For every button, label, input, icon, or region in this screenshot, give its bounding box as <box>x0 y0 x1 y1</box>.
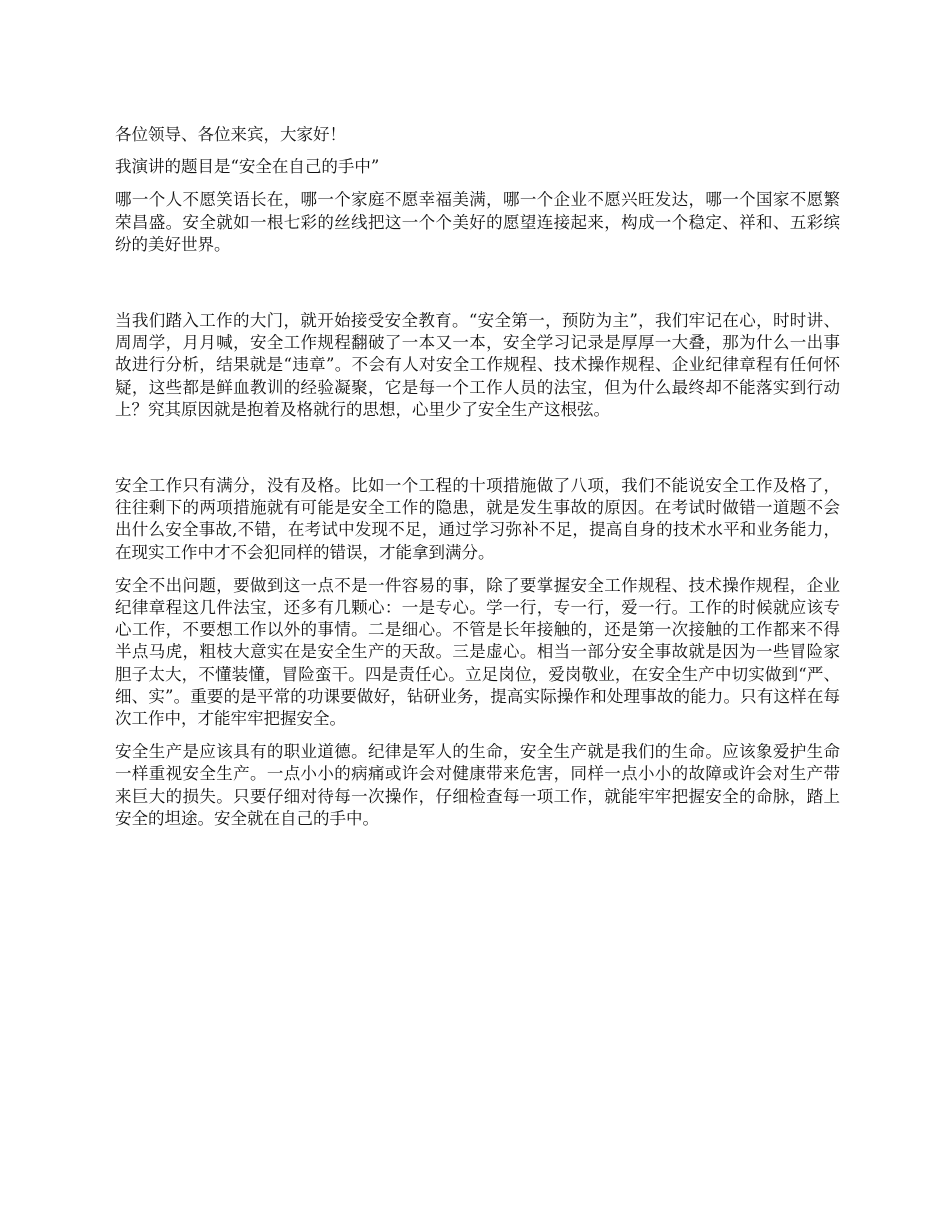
body-paragraph-3: 安全工作只有满分，没有及格。比如一个工程的十项措施做了八项，我们不能说安全工作及格了，往往剩下的两项措施就有可能是安全工作的隐患，就是发生事故的原因。在考试时做错一道题不会出什么安全事故,不错，在考试中发现不足，通过学习弥补不足，提高自身的技术水平和业务能力，在现实工作中才不会犯同样的错误，才能拿到满分。 <box>115 476 840 562</box>
speech-title-paragraph: 我演讲的题目是“安全在自己的手中” <box>115 157 380 177</box>
body-paragraph-1: 哪一个人不愿笑语长在，哪一个家庭不愿幸福美满，哪一个企业不愿兴旺发达，哪一个国家不愿繁荣昌盛。安全就如一根七彩的丝线把这一个个美好的愿望连接起来，构成一个稳定、祥和、五彩缤纷的美好世界。 <box>115 190 840 254</box>
greeting-paragraph: 各位领导、各位来宾，大家好！ <box>115 125 346 144</box>
body-paragraph-4: 安全不出问题，要做到这一点不是一件容易的事，除了要掌握安全工作规程、技术操作规程，企业纪律章程这几件法宝，还多有几颗心：一是专心。学一行，专一行，爱一行。工作的时候就应该专心工作，不要想工作以外的事情。二是细心。不管是长年接触的，还是第一次接触的工作都来不得半点马虎，粗枝大意实在是安全生产的天敌。三是虚心。相当一部分安全事故就是因为一些冒险家胆子太大，不懂装懂，冒险蛮干。四是责任心。立足岗位，爱岗敬业，在安全生产中切实做到“严、细、实”。重要的是平常的功课要做好，钻研业务，提高实际操作和处理事故的能力。只有这样在每次工作中，才能牢牢把握安全。 <box>115 575 840 729</box>
document-page <box>115 124 840 830</box>
body-paragraph-5: 安全生产是应该具有的职业道德。纪律是军人的生命，安全生产就是我们的生命。应该象爱护生命一样重视安全生产。一点小小的病痛或许会对健康带来危害，同样一点小小的故障或许会对生产带来巨大的损失。只要仔细对待每一次操作，仔细检查每一项工作，就能牢牢把握安全的命脉，踏上安全的坦途。安全就在自己的手中。 <box>115 742 840 828</box>
body-paragraph-2: 当我们踏入工作的大门，就开始接受安全教育。“安全第一，预防为主”，我们牢记在心，时时讲、周周学，月月喊，安全工作规程翻破了一本又一本，安全学习记录是厚厚一大叠，那为什么一出事故进行分析，结果就是“违章”。不会有人对安全工作规程、技术操作规程、企业纪律章程有任何怀疑，这些都是鲜血教训的经验凝聚，它是每一个工作人员的法宝，但为什么最终却不能落实到行动上？究其原因就是抱着及格就行的思想，心里少了安全生产这根弦。 <box>115 311 840 419</box>
